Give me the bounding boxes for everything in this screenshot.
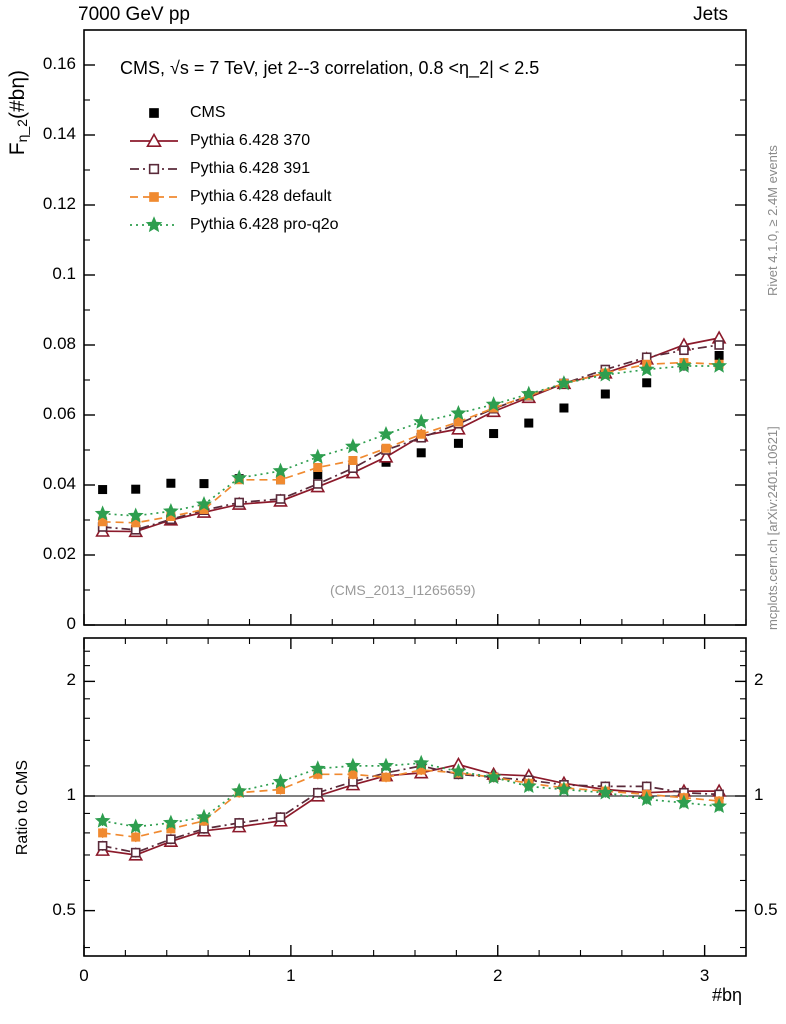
y-tick-0.1: 0.1 (52, 264, 76, 283)
legend-marker-2 (128, 159, 180, 179)
y-tick-0.08: 0.08 (42, 334, 76, 353)
x-tick-0: 0 (79, 966, 89, 985)
y-tick-0.04: 0.04 (42, 474, 76, 493)
rivet-version-label: Rivet 4.1.0, ≥ 2.4M events (765, 145, 780, 296)
legend-label-1: Pythia 6.428 370 (190, 132, 311, 149)
ratio-y-axis-label: Ratio to CMS (14, 760, 31, 856)
legend-item-0[interactable] (128, 103, 226, 123)
y-axis-label-rest: (#bη) (6, 70, 29, 120)
legend-marker-4 (128, 215, 180, 235)
ratio-y-tick-right-1: 1 (754, 785, 764, 804)
x-axis-label: #bη (711, 985, 742, 1005)
y-tick-0.12: 0.12 (42, 194, 76, 213)
legend-marker-1 (128, 131, 180, 151)
plot-title: CMS, √s = 7 TeV, jet 2--3 correlation, 0.8 <η_2| < 2.5 (120, 58, 540, 78)
ratio-y-tick-right-0.5: 0.5 (754, 899, 778, 919)
y-axis-label-main: F (6, 142, 29, 156)
y-axis-label-sub: η_2 (14, 119, 30, 143)
legend-label-0: CMS (190, 104, 226, 121)
legend-item-2[interactable] (128, 159, 310, 179)
y-tick-0.16: 0.16 (42, 54, 76, 73)
y-tick-0.02: 0.02 (42, 544, 76, 563)
legend-label-4: Pythia 6.428 pro-q2o (190, 216, 339, 233)
y-tick-0: 0 (66, 614, 76, 633)
x-tick-1: 1 (286, 966, 296, 985)
ratio-y-tick-left-0.5: 0.5 (52, 899, 76, 919)
ratio-y-tick-left-2: 2 (66, 670, 76, 690)
legend-item-4[interactable] (128, 215, 339, 235)
mcplots-reference-label: mcplots.cern.ch [arXiv:2401.10621] (765, 426, 780, 630)
legend-item-1[interactable] (128, 131, 310, 151)
header-right: Jets (693, 4, 728, 25)
dataset-watermark: (CMS_2013_I1265659) (330, 582, 476, 598)
y-tick-0.06: 0.06 (42, 404, 76, 423)
legend-item-3[interactable] (128, 187, 331, 207)
legend-marker-0 (128, 103, 180, 123)
ratio-y-tick-right-2: 2 (754, 670, 764, 690)
legend-label-2: Pythia 6.428 391 (190, 160, 311, 177)
header-left: 7000 GeV pp (78, 4, 190, 25)
x-tick-3: 3 (699, 966, 710, 985)
y-tick-0.14: 0.14 (42, 124, 76, 143)
x-tick-2: 2 (493, 966, 503, 985)
legend-marker-3 (128, 187, 180, 207)
legend-label-3: Pythia 6.428 default (190, 188, 332, 205)
ratio-y-tick-left-1: 1 (66, 785, 76, 804)
